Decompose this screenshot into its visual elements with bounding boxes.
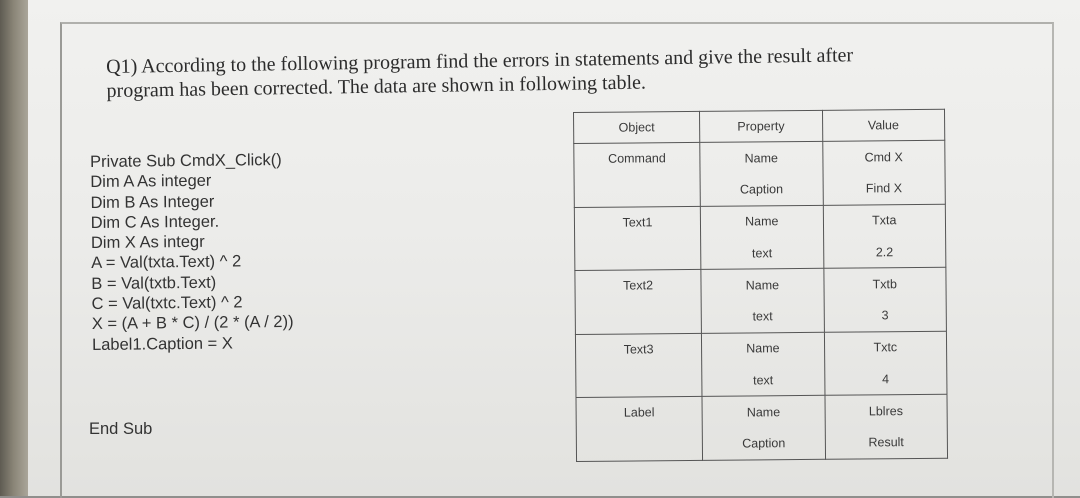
value-text: 4 xyxy=(882,371,890,387)
code-line: Label1.Caption = X xyxy=(91,334,233,354)
property-text: text xyxy=(751,245,773,260)
value-text: Cmd X xyxy=(864,149,903,165)
property-text: Caption xyxy=(742,436,786,451)
value-cell xyxy=(825,395,948,460)
table-row xyxy=(576,395,948,462)
code-line: X = (A + B * C) / (2 * (A / 2)) xyxy=(91,313,294,334)
value-text: Result xyxy=(868,435,904,450)
value-cell xyxy=(822,140,945,205)
property-text: Caption xyxy=(739,182,784,197)
object-cell: Label xyxy=(576,397,703,462)
header-object: Object xyxy=(574,111,700,143)
header-value: Value xyxy=(822,109,945,141)
property-cell xyxy=(702,332,825,397)
property-cell xyxy=(700,205,823,270)
value-cell xyxy=(824,331,947,396)
code-line: Dim B As Integer xyxy=(90,192,215,212)
property-text: Name xyxy=(746,405,781,420)
properties-table xyxy=(573,109,948,462)
property-cell xyxy=(702,396,825,461)
value-text: Txta xyxy=(872,213,897,228)
code-line: Dim X As integr xyxy=(90,232,205,253)
object-cell: Command xyxy=(574,142,701,207)
property-text: text xyxy=(753,372,774,388)
code-line: Dim C As Integer. xyxy=(90,212,220,232)
property-cell xyxy=(701,269,824,334)
value-cell xyxy=(823,267,946,332)
property-cell xyxy=(700,141,823,206)
table-header-row xyxy=(574,109,945,143)
code-line: Private Sub CmdX_Click() xyxy=(90,150,282,171)
question-line-1: Q1) According to the following program find the errors in statements and give the result after xyxy=(106,44,854,78)
table-row xyxy=(574,204,946,271)
table-row xyxy=(575,331,947,398)
question-line-2: program has been corrected. The data are shown in following table. xyxy=(106,71,647,102)
property-text: text xyxy=(752,309,773,324)
header-property: Property xyxy=(700,110,823,142)
value-text: 3 xyxy=(881,308,889,323)
value-text: 2.2 xyxy=(875,244,894,259)
code-line: A = Val(txta.Text) ^ 2 xyxy=(91,252,242,273)
code-line: B = Val(txtb.Text) xyxy=(91,273,217,293)
property-text: Name xyxy=(746,341,780,356)
table-row xyxy=(575,267,947,334)
property-text: Name xyxy=(744,150,778,166)
object-cell: Text2 xyxy=(575,270,702,335)
value-text: Lblres xyxy=(868,404,903,419)
code-line: Dim A As integer xyxy=(90,172,212,192)
value-cell xyxy=(823,204,946,269)
object-cell: Text1 xyxy=(574,206,701,271)
property-text: Name xyxy=(745,278,780,293)
property-text: Name xyxy=(745,214,779,229)
table-row xyxy=(574,140,946,207)
code-end-sub: End Sub xyxy=(89,420,153,438)
code-line: C = Val(txtc.Text) ^ 2 xyxy=(91,293,243,314)
value-text: Find X xyxy=(865,181,903,196)
object-cell: Text3 xyxy=(575,333,702,398)
value-text: Txtc xyxy=(873,340,898,355)
code-block xyxy=(90,147,572,355)
value-text: Txtb xyxy=(872,277,897,292)
